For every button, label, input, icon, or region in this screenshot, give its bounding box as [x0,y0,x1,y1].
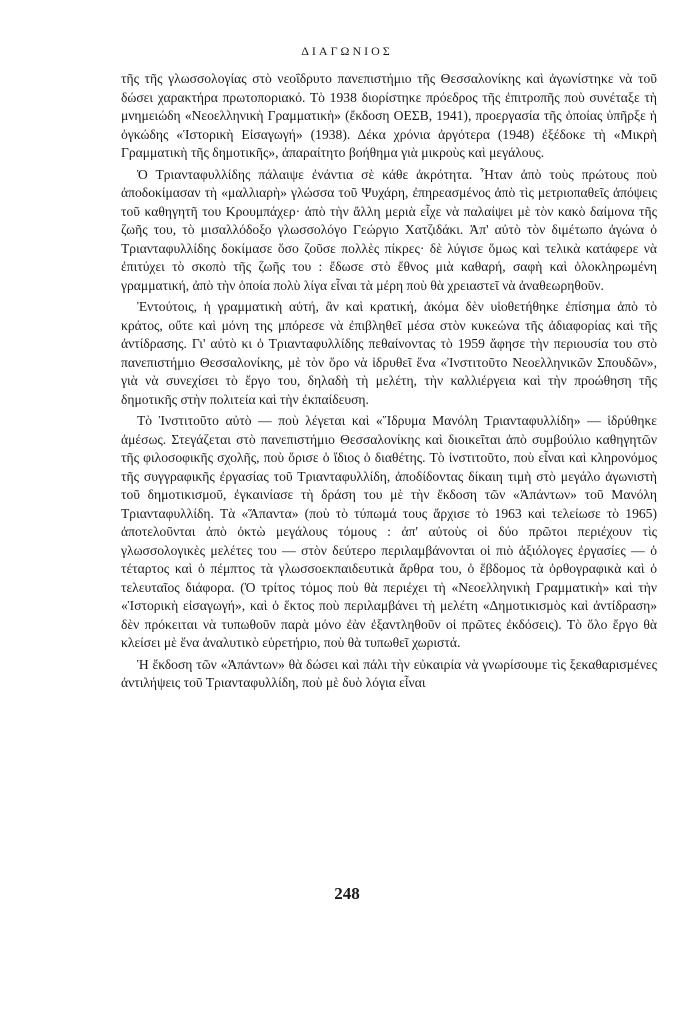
paragraph: Ἡ ἔκδοση τῶν «Ἁπάντων» θὰ δώσει καὶ πάλι τὴν εὐκαιρία νὰ γνωρίσουμε τὶς ξεκαθαρισμένες ἀντιλήψεις τοῦ Τριανταφυλλίδη, ποὺ μὲ δυὸ λόγια εἶναι [121,656,657,690]
body-text [121,70,657,696]
paragraph: τῆς τῆς γλωσσολογίας στὸ νεοΐδρυτο πανεπιστήμιο τῆς Θεσσαλονίκης καὶ ἀγωνίστηκε νὰ τοῦ δώσει χαρακτήρα πρωτοποριακό. Τὸ 1938 διορίστηκε πρόεδρος τῆς ἐπιτροπῆς ποὺ συνέταξε τὴ μνημειώδη «Νεοελληνικὴ Γραμματικὴ» (ἔκδοση ΟΕΣΒ, 1941), προεργασία τῆς ὁποίας ὑπῆρξε ἡ ὀγκώδης «Ἱστορικὴ Εἰσαγωγή» (1938). Δέκα χρόνια ἀργότερα (1948) ἐξέδοκε τὴ «Μικρὴ Γραμματικὴ τῆς δημοτικῆς», ἀπαραίτητο βοήθημα γιὰ μικροὺς καὶ μεγάλους. [121,71,657,160]
paragraph: Ἐντούτοις, ἡ γραμματικὴ αὐτή, ἂν καὶ κρατική, ἀκόμα δὲν υἱοθετήθηκε ἐπίσημα ἀπὸ τὸ κράτος, οὔτε καὶ μόνη της μπόρεσε νὰ ἐπιβληθεῖ μέσα στὸν κυκεώνα τῆς ἀδιαφορίας καὶ τῆς ἀντίδρασης. Γι' αὐτὸ κι ὁ Τριανταφυλλίδης πεθαίνοντας τὸ 1959 ἄφησε τὴν περιουσία του στὸ πανεπιστήμιο Θεσσαλονίκης, μὲ τὸν ὅρο νὰ ἱδρυθεῖ ἕνα «Ἰνστιτοῦτο Νεοελληνικῶν Σπουδῶν», γιὰ νὰ συνεχίσει τὸ ἔργο του, δηλαδὴ τὴ μελέτη, τὴν καλλιέργεια καὶ τὴν προώθηση τῆς δημοτικῆς στὴν πολιτεία καὶ τὴν ἐκπαίδευση. [121,299,657,407]
running-head: ΔΙΑΓΩΝΙΟΣ [301,44,393,58]
paragraph: Ὁ Τριανταφυλλίδης πάλαιψε ἐνάντια σὲ κάθε ἀκρότητα. Ἦταν ἀπὸ τοὺς πρώτους ποὺ ἀποδοκίμασαν τὴ «μαλλιαρὴ» γλώσσα τοῦ Ψυχάρη, ἐπηρεασμένος ἀπὸ τὶς μετριοπαθεῖς ἀπόψεις τοῦ καθηγητῆ του Κρουμπάχερ· ἀπὸ τὴν ἄλλη μεριὰ εἶχε νὰ παλαίψει μὲ τὸν κακὸ δαίμονα τῆς ζωῆς του, τὸ μισαλλόδοξο γλωσσολόγο Γεώργιο Χατζιδάκι. Ἀπ' αὐτὸ τὸν διμέτωπο ἀγώνα ὁ Τριανταφυλλίδης δοκίμασε ὅσο ζοῦσε πολλὲς πίκρες· δὲ λύγισε ὅμως καὶ τελικὰ κατάφερε νὰ ἐπιτύχει τὸ σκοπὸ τῆς ζωῆς του : ἔδωσε στὸ ἔθνος μιὰ καθαρή, σαφὴ καὶ ὁλοκληρωμένη γραμματική, ἀπὸ τὴν ὁποία πολὺ λίγα εἶναι τὰ μέρη ποὺ θὰ χρειαστεῖ νὰ ἀναθεωρηθοῦν. [121,166,657,293]
page-number: 248 [334,884,360,903]
paragraph: Τὸ Ἰνστιτοῦτο αὐτὸ — ποὺ λέγεται καὶ «Ἵδρυμα Μανόλη Τριανταφυλλίδη» — ἱδρύθηκε ἀμέσως. Στεγάζεται στὸ πανεπιστήμιο Θεσσαλονίκης καὶ διοικεῖται ἀπὸ συμβούλιο καθηγητῶν τῆς φιλοσοφικῆς σχολῆς, ποὺ ὅρισε ὁ ἴδιος ὁ διαθέτης. Τὸ ἰνστιτοῦτο, ποὺ εἶναι καὶ κληρονόμος τῆς συγγραφικῆς ἐργασίας τοῦ Τριανταφυλλίδη, ἀποδίδοντας δίκαιη τιμὴ στὸ μεγάλο ἀγωνιστὴ τοῦ δημοτικισμοῦ, ἐγκαινίασε τὴ δράση του μὲ τὴν ἔκδοση τῶν «Ἁπάντων» τοῦ Μανόλη Τριανταφυλλίδη. Τὰ «Ἅπαντα» (ποὺ τὸ τύπωμά τους ἄρχισε τὸ 1963 καὶ τελείωσε τὸ 1965) ἀποτελοῦνται ἀπὸ ὀκτὼ μεγάλους τόμους : ἀπ' αὐτοὺς οἱ δύο πρῶτοι περιέχουν τὶς γλωσσολογικὲς μελέτες του — στὸν δεύτερο περιλαμβάνονται οἱ πιὸ ἀξιόλογες ἐργασίες — ὁ τέταρτος καὶ ὁ πέμπτος τὰ γλωσσοεκπαιδευτικὰ ἄρθρα του, ὁ ἕβδομος τὰ ὀρθογραφικὰ καὶ ὁ τελευταῖος διάφορα. (Ὁ τρίτος τόμος ποὺ θὰ περιέχει τὴ «Νεοελληνικὴ Γραμματικὴ» καὶ τὴν «Ἱστορικὴ εἰσαγωγή», καὶ ὁ ἕκτος ποὺ περιλαμβάνει τὴ μελέτη «Δημοτικισμὸς καὶ ἀντίδραση» δὲν πρόκειται νὰ τυπωθοῦν παρὰ μόνο ἐὰν ἐξαντληθοῦν οἱ πρῶτες ἐκδόσεις). Τὸ ὅλο ἔργο θὰ κλείσει μὲ ἕνα ἀναλυτικὸ εὑρετήριο, ποὺ θὰ τυπωθεῖ χωριστά. [121,413,657,650]
